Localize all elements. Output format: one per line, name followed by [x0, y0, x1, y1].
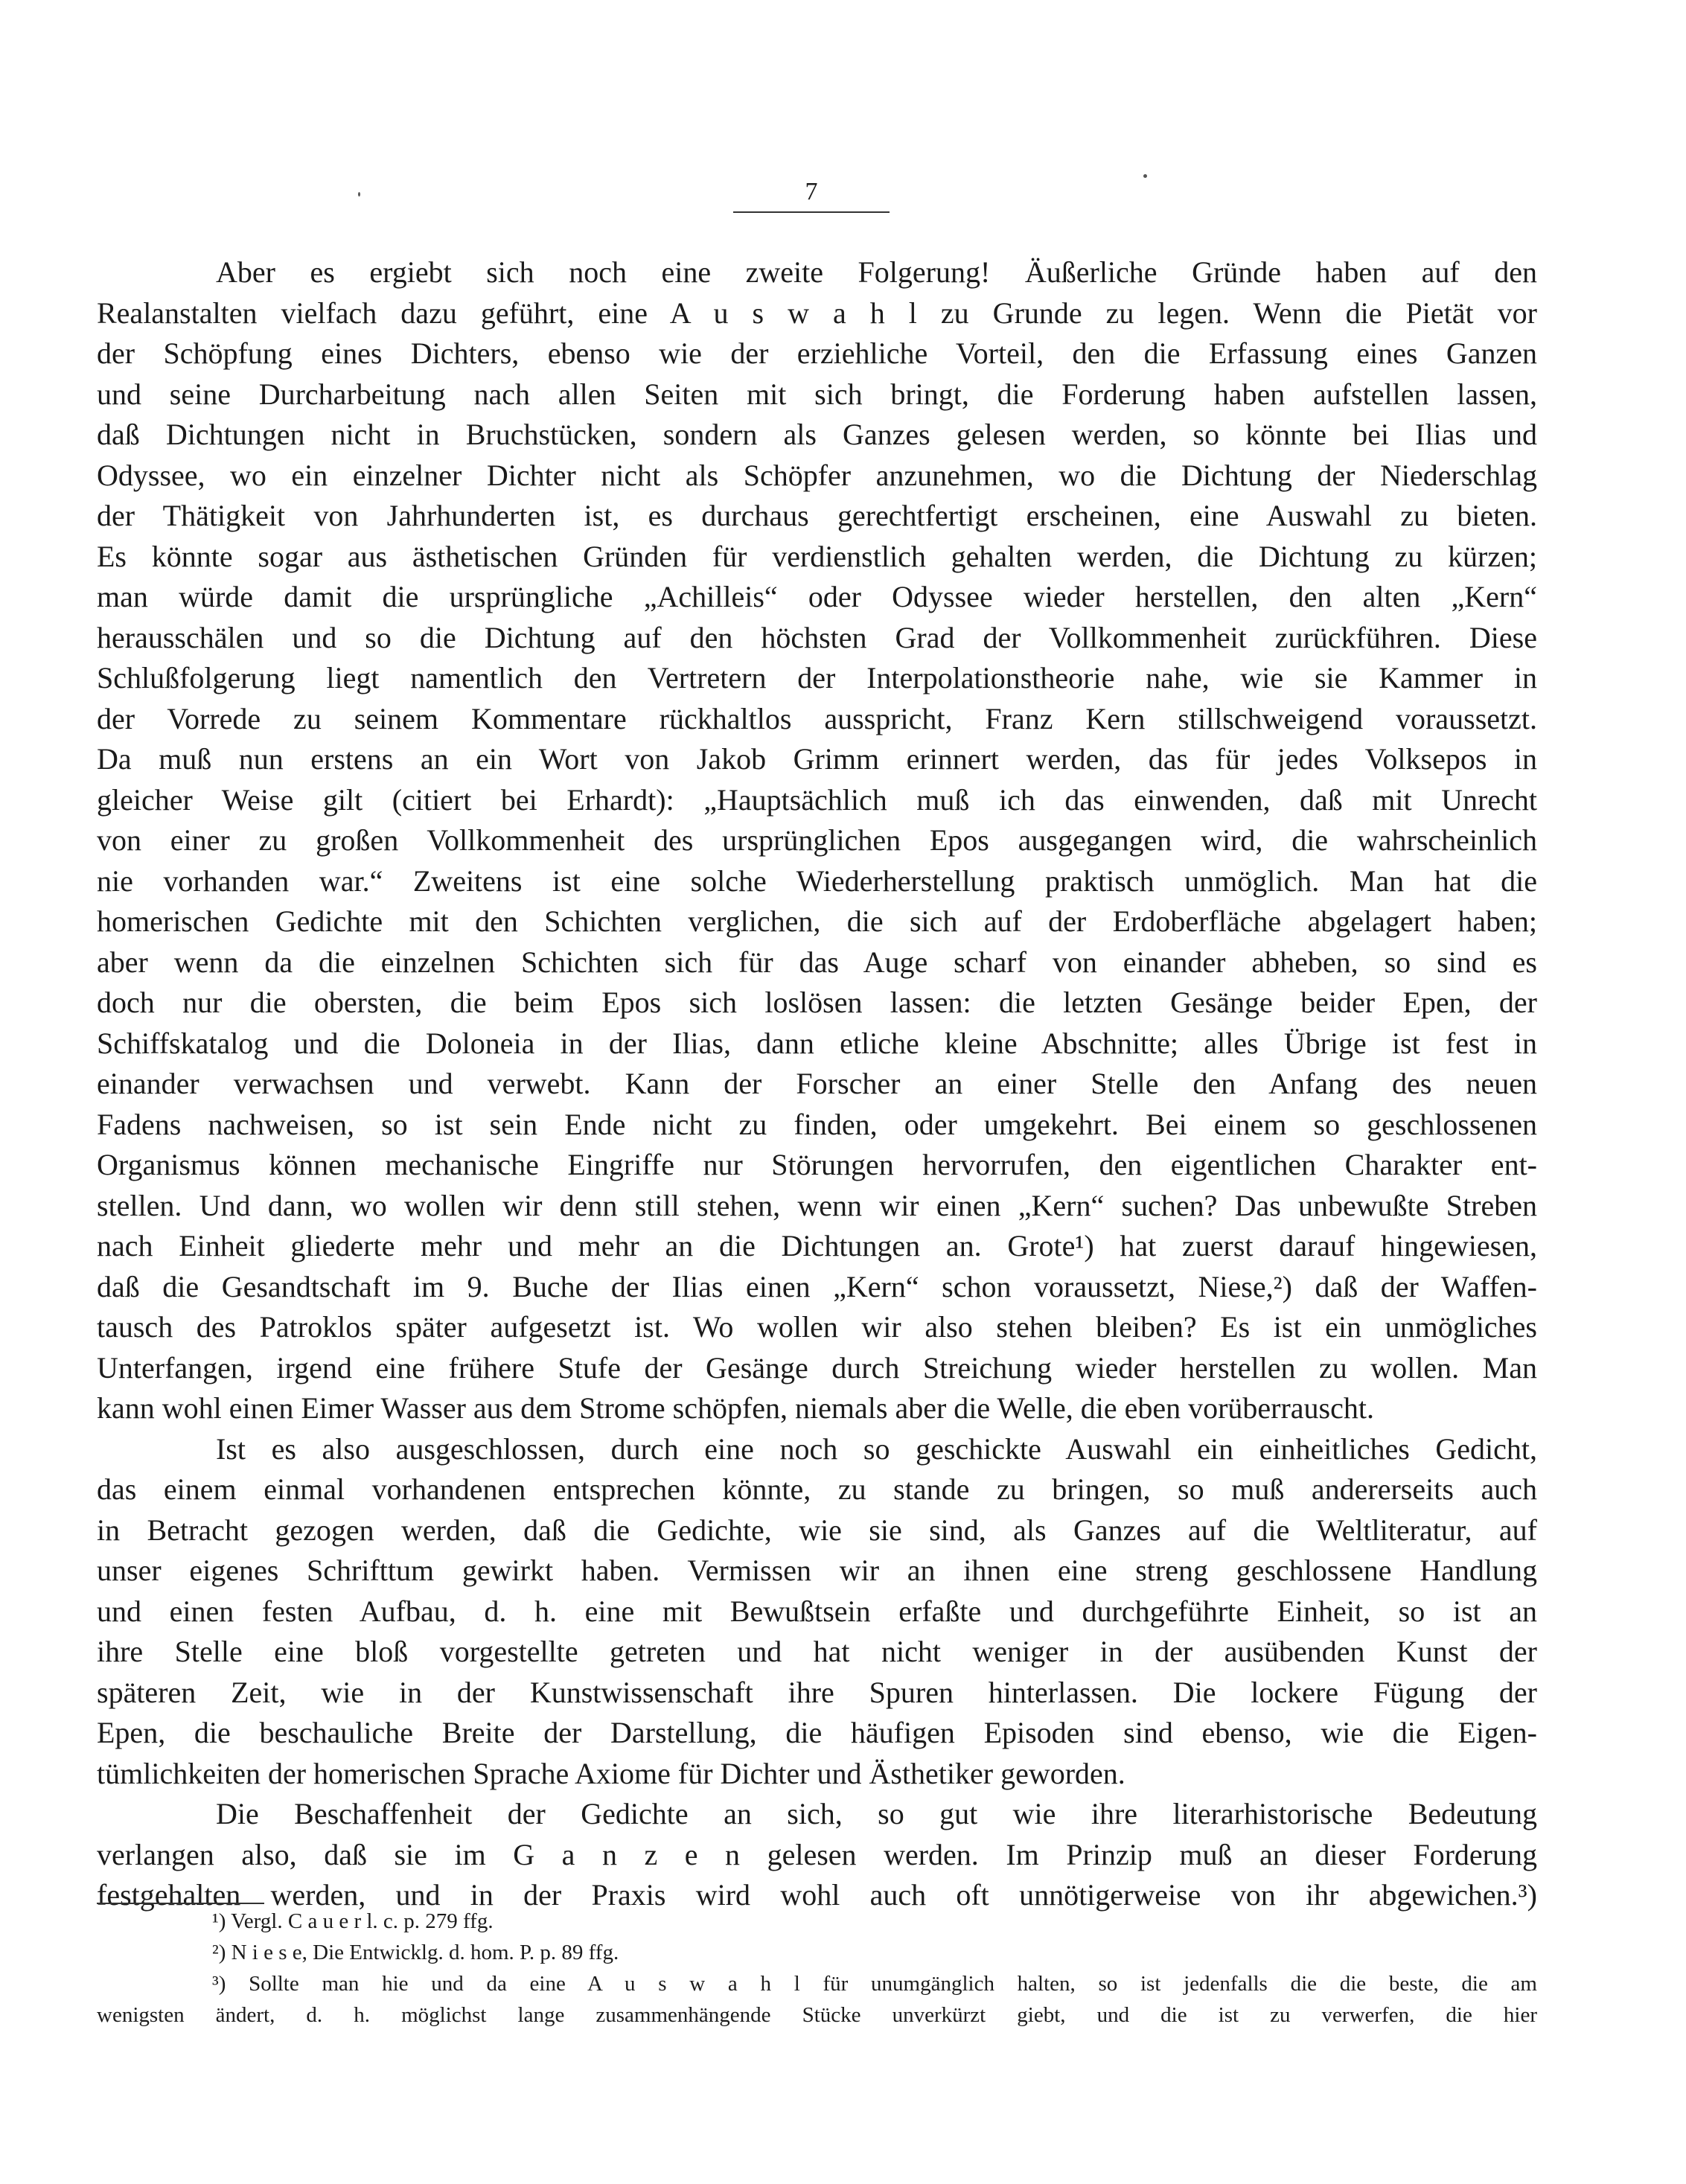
text-line: Es könnte sogar aus ästhetischen Gründen für verdienstlich gehalten werden, die Dichtung zu kürzen;: [97, 539, 1537, 573]
text-line: Realanstalten vielfach dazu geführt, eine A u s w a h l zu Grunde zu legen. Wenn die Pietät vor: [97, 296, 1537, 330]
footnotes: [97, 1906, 1537, 2031]
text-line: von einer zu großen Vollkommenheit des ursprünglichen Epos ausgegangen wird, die wahrscheinlich: [97, 823, 1537, 857]
text-line: in Betracht gezogen werden, daß die Gedichte, wie sie sind, als Ganzes auf die Weltliteratur, auf: [97, 1513, 1537, 1547]
body-text: [97, 252, 1537, 1916]
text-line: und seine Durcharbeitung nach allen Seiten mit sich bringt, die Forderung haben aufstellen lassen,: [97, 377, 1537, 411]
text-line: nie vorhanden war.“ Zweitens ist eine solche Wiederherstellung praktisch unmöglich. Man hat die: [97, 863, 1537, 898]
scan-speck: [358, 192, 360, 197]
text-line: festgehalten werden, und in der Praxis wird wohl auch oft unnötigerweise von ihr abgewichen.³): [97, 1878, 1537, 1912]
text-line: homerischen Gedichte mit den Schichten verglichen, die sich auf der Erdoberfläche abgelagert haben;: [97, 904, 1537, 938]
text-line: das einem einmal vorhandenen entsprechen könnte, zu stande zu bringen, so muß andererseits auch: [97, 1472, 1537, 1506]
text-line: man würde damit die ursprüngliche „Achilleis“ oder Odyssee wieder herstellen, den alten „Kern“: [97, 580, 1537, 613]
page-number: 7: [805, 178, 818, 205]
text-line: Unterfangen, irgend eine frühere Stufe der Gesänge durch Streichung wieder herstellen zu wollen. Man: [97, 1350, 1537, 1385]
text-line: stellen. Und dann, wo wollen wir denn still stehen, wenn wir einen „Kern“ suchen? Das unbewußte Streben: [97, 1188, 1537, 1222]
text-line: verlangen also, daß sie im G a n z e n gelesen werden. Im Prinzip muß an dieser Forderung: [97, 1837, 1537, 1871]
text-line: daß die Gesandtschaft im 9. Buche der Ilias einen „Kern“ schon voraussetzt, Niese,²) daß der Waffen-: [97, 1269, 1537, 1303]
text-line: und einen festen Aufbau, d. h. eine mit Bewußtsein erfaßte und durchgeführte Einheit, so ist an: [97, 1594, 1537, 1628]
text-line: daß Dichtungen nicht in Bruchstücken, sondern als Ganzes gelesen werden, so könnte bei Ilias und: [97, 418, 1537, 451]
footnote-line: ¹) Vergl. C a u e r l. c. p. 279 ffg.: [212, 1909, 494, 1933]
text-line: Organismus können mechanische Eingriffe nur Störungen hervorrufen, den eigentlichen Charakter ent-: [97, 1148, 1537, 1181]
text-line: ihre Stelle eine bloß vorgestellte getreten und hat nicht weniger in der ausübenden Kunst der: [97, 1635, 1537, 1668]
text-line: der Schöpfung eines Dichters, ebenso wie der erziehliche Vorteil, den die Erfassung eines Ganzen: [97, 336, 1537, 370]
text-line: Odyssee, wo ein einzelner Dichter nicht als Schöpfer anzunehmen, wo die Dichtung der Niederschlag: [97, 458, 1537, 492]
text-line: doch nur die obersten, die beim Epos sich loslösen lassen: die letzten Gesänge beider Epen, der: [97, 986, 1537, 1019]
text-line: kann wohl einen Eimer Wasser aus dem Strome schöpfen, niemals aber die Welle, die eben vorüberrauscht.: [97, 1391, 1374, 1425]
text-line: tümlichkeiten der homerischen Sprache Axiome für Dichter und Ästhetiker geworden.: [97, 1756, 1125, 1790]
text-line: Schiffskatalog und die Doloneia in der Ilias, dann etliche kleine Abschnitte; alles Übrige ist fest in: [97, 1026, 1537, 1060]
page-number-rule: [733, 211, 890, 213]
text-line: tausch des Patroklos später aufgesetzt ist. Wo wollen wir also stehen bleiben? Es ist ein unmögliches: [97, 1310, 1537, 1344]
text-line: Ist es also ausgeschlossen, durch eine noch so geschickte Auswahl ein einheitliches Gedicht,: [216, 1431, 1537, 1466]
text-line: Die Beschaffenheit der Gedichte an sich, so gut wie ihre literarhistorische Bedeutung: [216, 1797, 1537, 1830]
text-line: Epen, die beschauliche Breite der Darstellung, die häufigen Episoden sind ebenso, wie die Eigen-: [97, 1716, 1537, 1749]
scan-speck: [1143, 174, 1147, 178]
text-line: Da muß nun erstens an ein Wort von Jakob Grimm erinnert werden, das für jedes Volksepos in: [97, 742, 1537, 776]
footnote-line: ³) Sollte man hie und da eine A u s w a h l für unumgänglich halten, so ist jedenfalls die die beste, die am: [212, 1972, 1537, 1996]
text-line: Fadens nachweisen, so ist sein Ende nicht zu finden, oder umgekehrt. Bei einem so geschlossenen: [97, 1107, 1537, 1141]
text-line: der Vorrede zu seinem Kommentare rückhaltlos ausspricht, Franz Kern stillschweigend voraussetzt.: [97, 701, 1537, 735]
text-line: Aber es ergiebt sich noch eine zweite Folgerung! Äußerliche Gründe haben auf den: [216, 255, 1537, 289]
footnote-line: wenigsten ändert, d. h. möglichst lange zusammenhängende Stücke unverkürzt giebt, und die ist zu verwerfen, die hier: [97, 2003, 1537, 2027]
text-line: aber wenn da die einzelnen Schichten sich für das Auge scharf von einander abheben, so sind es: [97, 945, 1537, 979]
footnote-separator: [97, 1903, 264, 1904]
text-line: einander verwachsen und verwebt. Kann der Forscher an einer Stelle den Anfang des neuen: [97, 1067, 1537, 1100]
text-line: unser eigenes Schrifttum gewirkt haben. Vermissen wir an ihnen eine streng geschlossene Handlung: [97, 1554, 1537, 1587]
text-line: herausschälen und so die Dichtung auf den höchsten Grad der Vollkommenheit zurückführen. Diese: [97, 620, 1537, 654]
text-line: nach Einheit gliederte mehr und mehr an die Dichtungen an. Grote¹) hat zuerst darauf hingewiesen,: [97, 1229, 1537, 1262]
text-line: gleicher Weise gilt (citiert bei Erhardt): „Hauptsächlich muß ich das einwenden, daß mit Unrecht: [97, 782, 1537, 817]
text-line: späteren Zeit, wie in der Kunstwissenschaft ihre Spuren hinterlassen. Die lockere Fügung der: [97, 1675, 1537, 1709]
text-line: Schlußfolgerung liegt namentlich den Vertretern der Interpolationstheorie nahe, wie sie Kammer in: [97, 661, 1537, 695]
text-line: der Thätigkeit von Jahrhunderten ist, es durchaus gerechtfertigt erscheinen, eine Auswahl zu bieten.: [97, 499, 1537, 532]
footnote-line: ²) N i e s e, Die Entwicklg. d. hom. P. p. 89 ffg.: [212, 1941, 619, 1964]
